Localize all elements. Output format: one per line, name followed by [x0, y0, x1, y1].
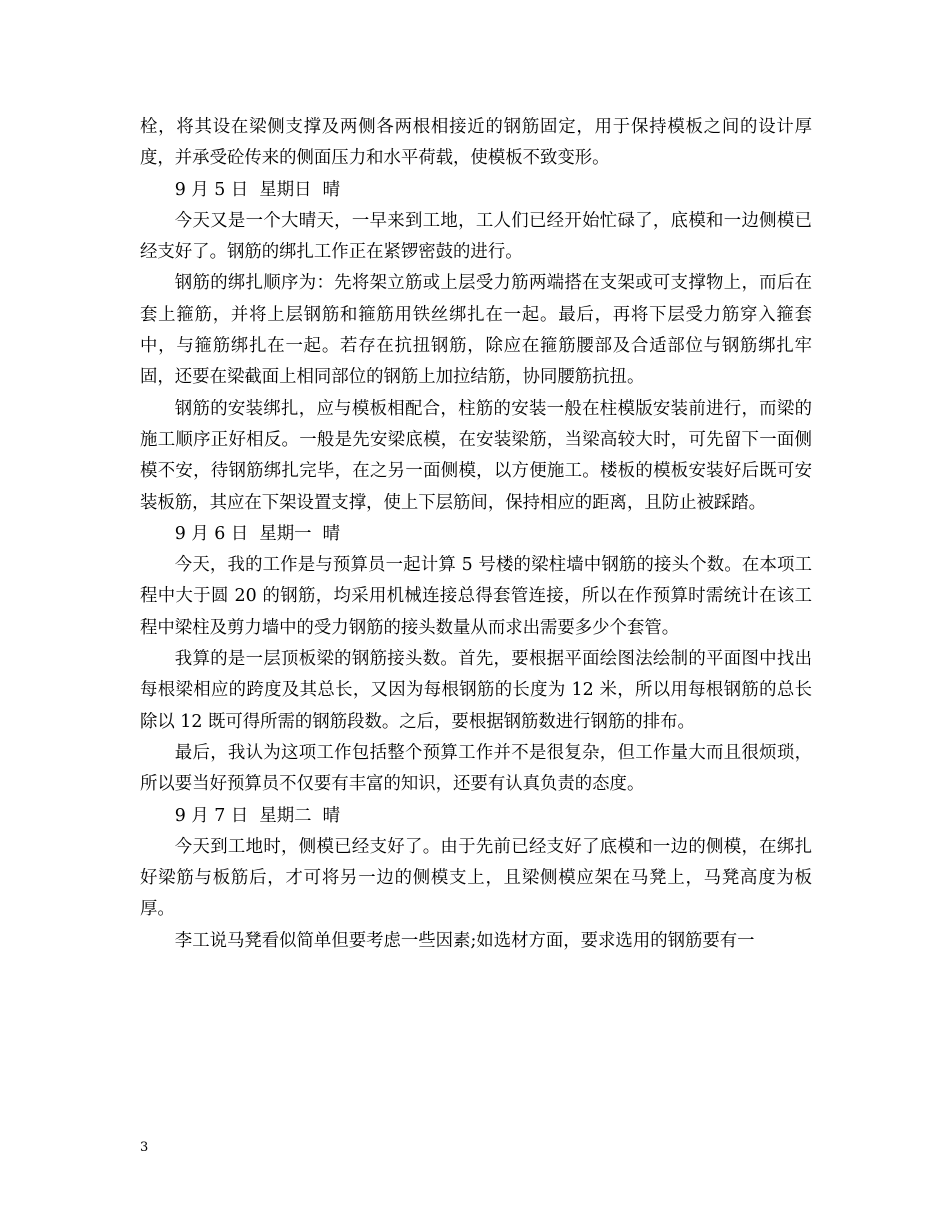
- paragraph: 钢筋的安装绑扎，应与模板相配合，柱筋的安装一般在柱模版安装前进行，而梁的施工顺序正好相反。一般是先安梁底模，在安装梁筋，当梁高较大时，可先留下一面侧模不安，待钢筋绑扎完毕，在之另一面侧模，以方便施工。楼板的模板安装好后既可安装板筋，其应在下架设置支撑，使上下层筋间，保持相应的距离，且防止被踩踏。: [140, 398, 812, 513]
- paragraph: 今天，我的工作是与预算员一起计算 5 号楼的梁柱墙中钢筋的接头个数。在本项工程中大于圆 20 的钢筋，均采用机械连接总得套管连接，所以在作预算时需统计在该工程中梁柱及剪力墙中的受力钢筋的接头数量从而求出需要多少个套管。: [140, 555, 812, 638]
- paragraph: 最后，我认为这项工作包括整个预算工作并不是很复杂，但工作量大而且很烦琐，所以要当好预算员不仅要有丰富的知识，还要有认真负责的态度。: [140, 742, 812, 795]
- paragraph: 今天到工地时，侧模已经支好了。由于先前已经支好了底模和一边的侧模，在绑扎好梁筋与板筋后，才可将另一边的侧模支上，且梁侧模应架在马凳上，马凳高度为板厚。: [140, 836, 812, 920]
- paragraph: 李工说马凳看似简单但要考虑一些因素;如选材方面，要求选用的钢筋要有一: [174, 930, 755, 951]
- paragraph-continuation: 栓，将其设在梁侧支撑及两侧各两根相接近的钢筋固定，用于保持模板之间的设计厚度，并承受砼传来的侧面压力和水平荷载，使模板不致变形。: [140, 117, 812, 169]
- paragraph: 今天又是一个大晴天，一早来到工地，工人们已经开始忙碌了，底模和一边侧模已经支好了。钢筋的绑扎工作正在紧锣密鼓的进行。: [140, 210, 812, 263]
- diary-date-heading: 9 月 6 日 星期一 晴: [174, 523, 340, 544]
- document-body: [140, 112, 812, 957]
- paragraph: 我算的是一层顶板梁的钢筋接头数。首先，要根据平面绘图法绘制的平面图中找出每根梁相应的跨度及其总长，又因为每根钢筋的长度为 12 米，所以用每根钢筋的总长除以 12 既可得所需的钢筋段数。之后，要根据钢筋数进行钢筋的排布。: [140, 649, 812, 732]
- page-number: 3: [140, 1140, 149, 1155]
- diary-date-heading: 9 月 7 日 星期二 晴: [174, 805, 340, 826]
- diary-date-heading: 9 月 5 日 星期日 晴: [174, 179, 340, 200]
- paragraph: 钢筋的绑扎顺序为：先将架立筋或上层受力筋两端搭在支架或可支撑物上，而后在套上箍筋，并将上层钢筋和箍筋用铁丝绑扎在一起。最后，再将下层受力筋穿入箍套中，与箍筋绑扎在一起。若存在抗扭钢筋，除应在箍筋腰部及合适部位与钢筋绑扎牢固，还要在梁截面上相同部位的钢筋上加拉结筋，协同腰筋抗扭。: [140, 273, 812, 388]
